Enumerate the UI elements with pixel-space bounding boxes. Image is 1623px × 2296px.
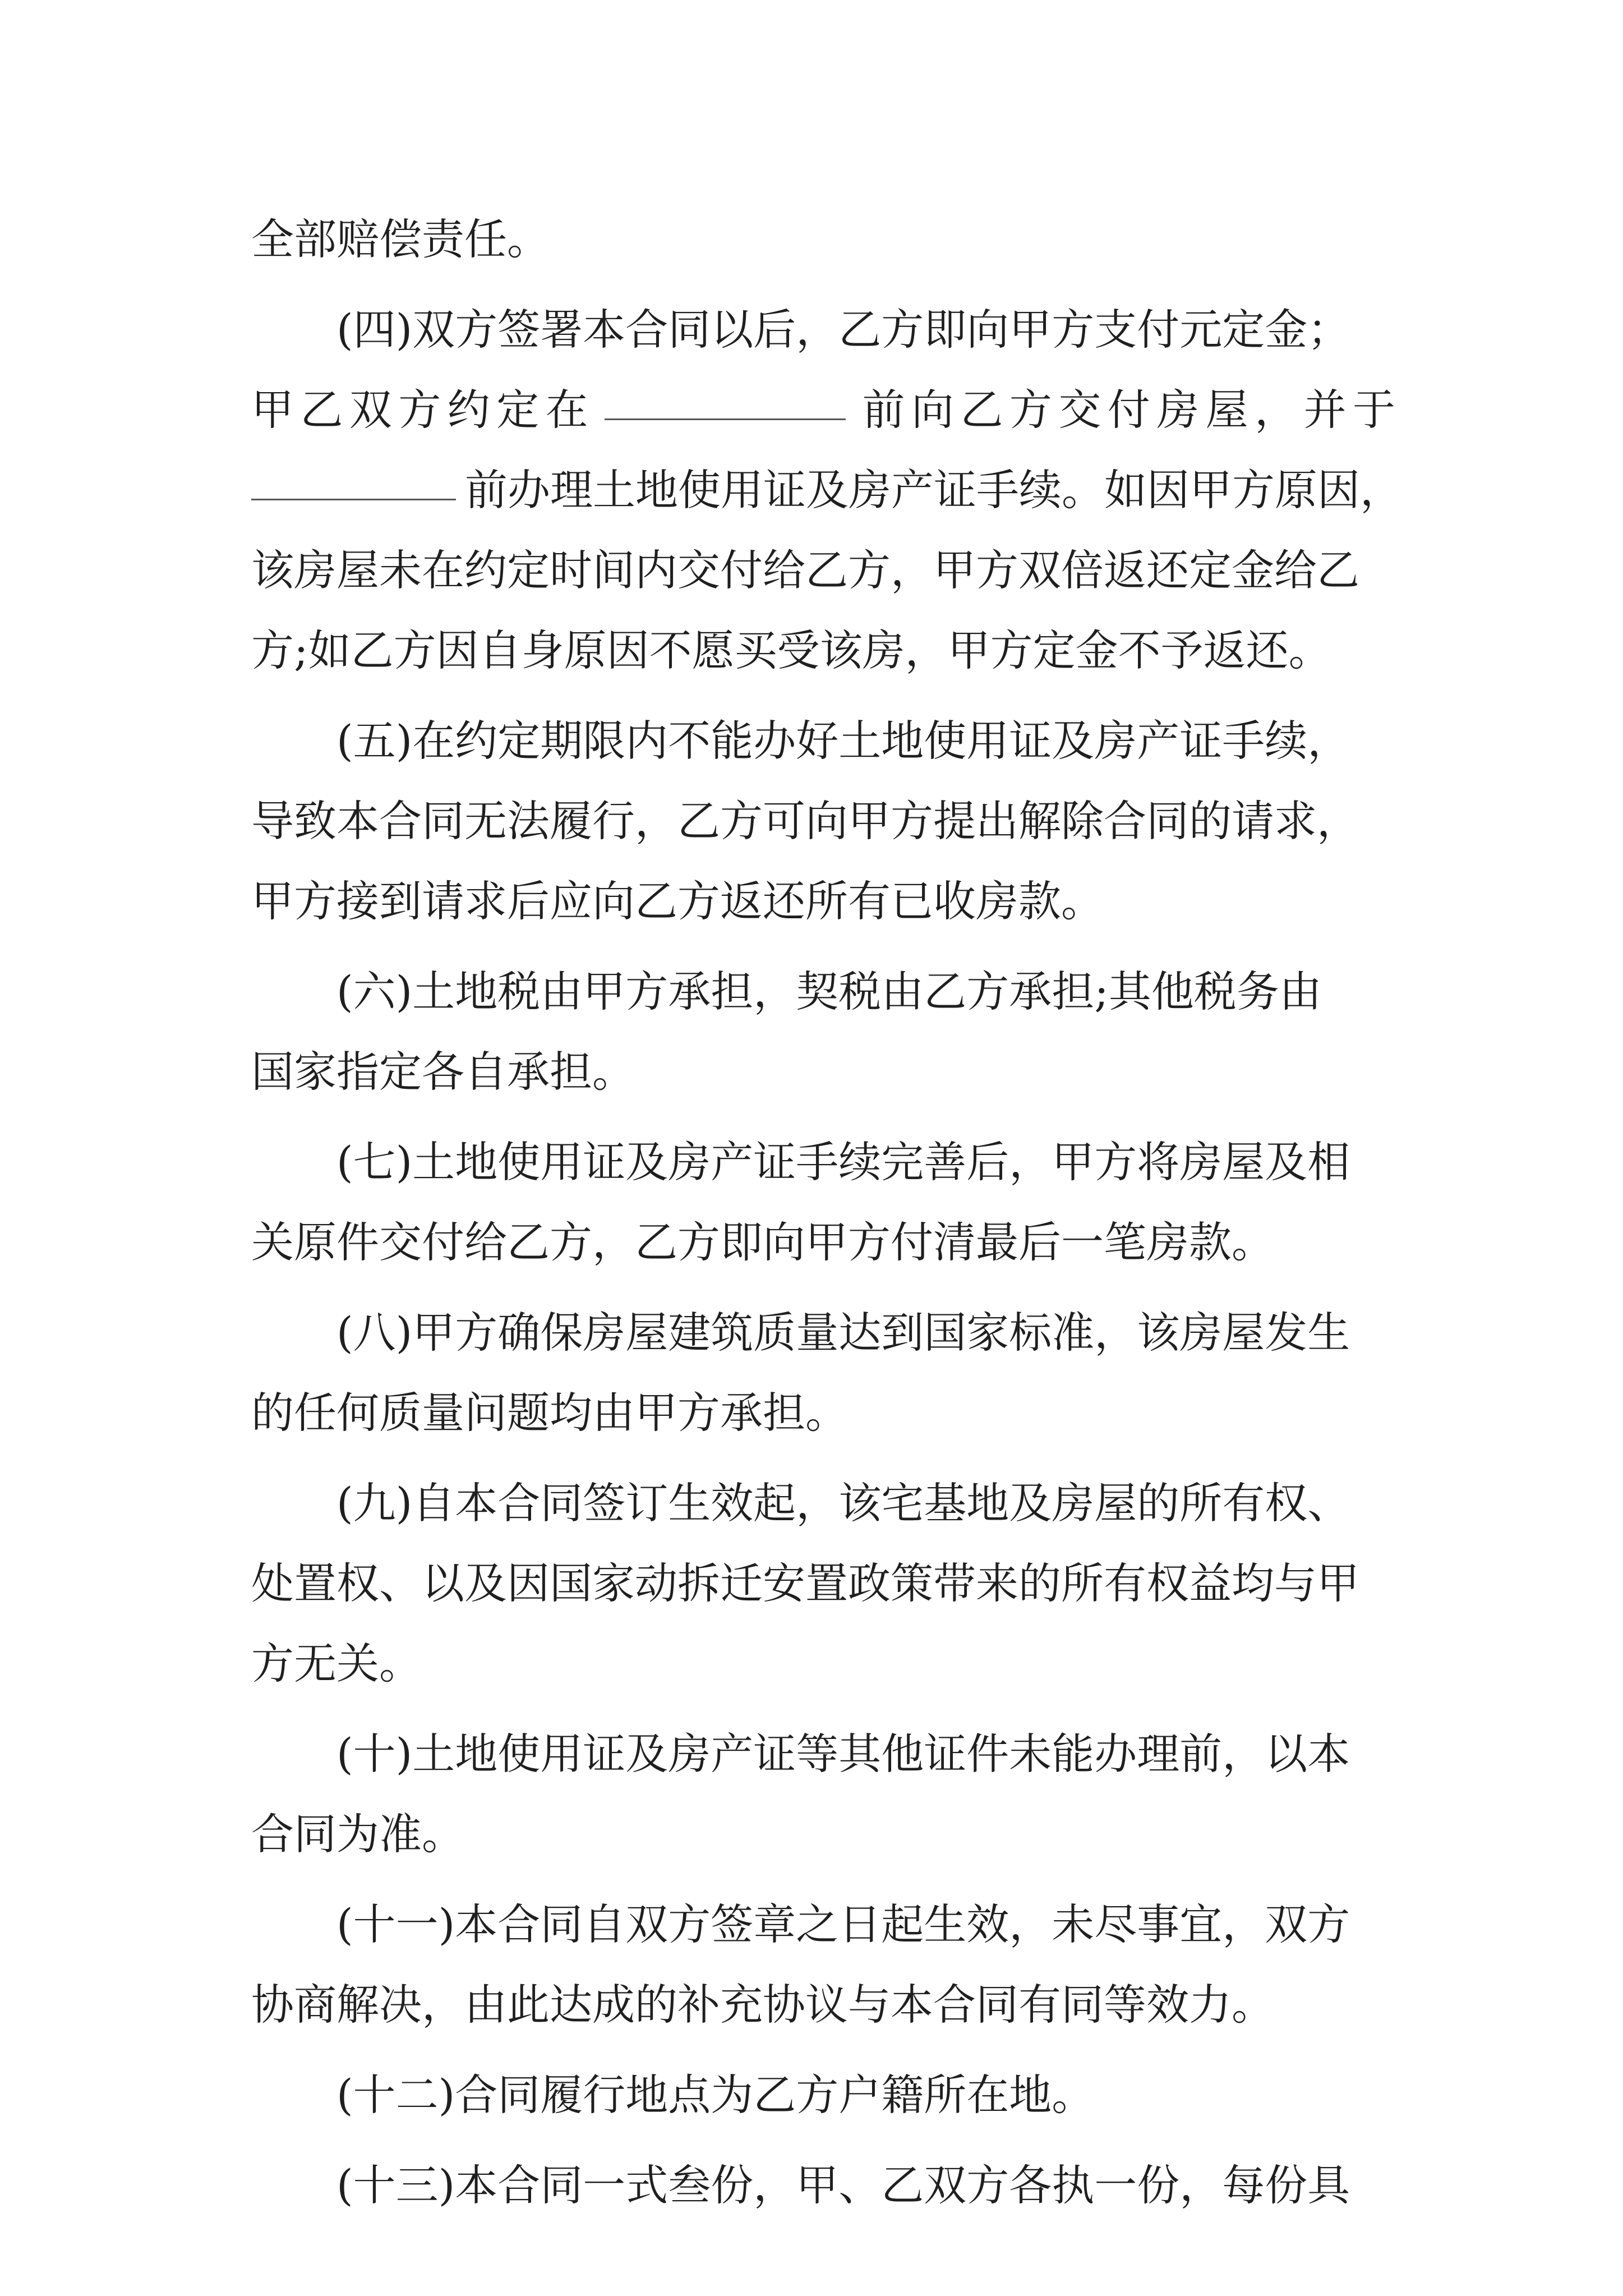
clause-13 [251,2145,1395,2225]
clause-7 [251,1122,1395,1282]
clause-line [251,370,1395,450]
clause-line: 国家指定各自承担。 [251,1047,635,1097]
clause-5 [251,701,1395,941]
clause-line: 导致本合同无法履行，乙方可向甲方提出解除合同的请求， [251,796,1359,846]
clause-text: 甲乙双方约定在 [251,385,595,435]
clause-line: (十一)本合同自双方签章之日起生效，未尽事宜，双方 [336,1899,1350,1949]
clause-line: (七)土地使用证及房产证手续完善后，甲方将房屋及相 [336,1137,1350,1187]
contract-body [251,199,1403,2225]
clause-line: 甲方接到请求后应向乙方返还所有已收房款。 [251,876,1104,926]
fill-in-blank[interactable] [605,383,846,420]
clause-line: 协商解决，由此达成的补充协议与本合同有同等效力。 [251,1980,1274,2030]
clause-6 [251,951,1395,1112]
clause-line: (十)土地使用证及房产证等其他证件未能办理前，以本 [336,1729,1350,1779]
clause-line: (五)在约定期限内不能办好土地使用证及房产证手续， [336,716,1350,766]
clause-4 [251,289,1403,691]
clause-line: 处置权、以及因国家动拆迁安置政策带来的所有权益均与甲 [251,1558,1359,1608]
clause-line: (十二)合同履行地点为乙方户籍所在地。 [336,2070,1095,2120]
clause-10 [251,1714,1395,1874]
clause-11 [251,1884,1395,2045]
clause-line: 方无关。 [251,1639,422,1688]
paragraph-continuation [251,199,1395,279]
clause-9 [251,1463,1395,1704]
clause-line: (六)土地税由甲方承担，契税由乙方承担;其他税务由 [336,967,1322,1016]
clause-text: 前向乙方交付房屋，并于 [856,385,1396,435]
clause-8 [251,1292,1395,1453]
clause-line: (四)双方签署本合同以后，乙方即向甲方支付元定金； [336,305,1350,355]
clause-text: 前办理土地使用证及房产证手续。如因甲方原因， [465,465,1403,515]
paragraph-line: 全部赔偿责任。 [251,214,550,264]
clause-line: (九)自本合同签订生效起，该宅基地及房屋的所有权、 [336,1478,1350,1528]
clause-12 [251,2055,1395,2135]
clause-line: (八)甲方确保房屋建筑质量达到国家标准，该房屋发生 [336,1308,1350,1358]
clause-line [251,450,1403,530]
fill-in-blank[interactable] [251,463,456,500]
clause-line: 的任何质量问题均由甲方承担。 [251,1388,848,1438]
clause-line: 合同为准。 [251,1809,464,1859]
clause-line: 方;如乙方因自身原因不愿买受该房，甲方定金不予返还。 [251,625,1331,675]
clause-line: 关原件交付给乙方，乙方即向甲方付清最后一笔房款。 [251,1217,1274,1267]
clause-line: 该房屋未在约定时间内交付给乙方，甲方双倍返还定金给乙 [251,545,1359,595]
clause-line: (十三)本合同一式叁份，甲、乙双方各执一份，每份具 [336,2160,1350,2210]
